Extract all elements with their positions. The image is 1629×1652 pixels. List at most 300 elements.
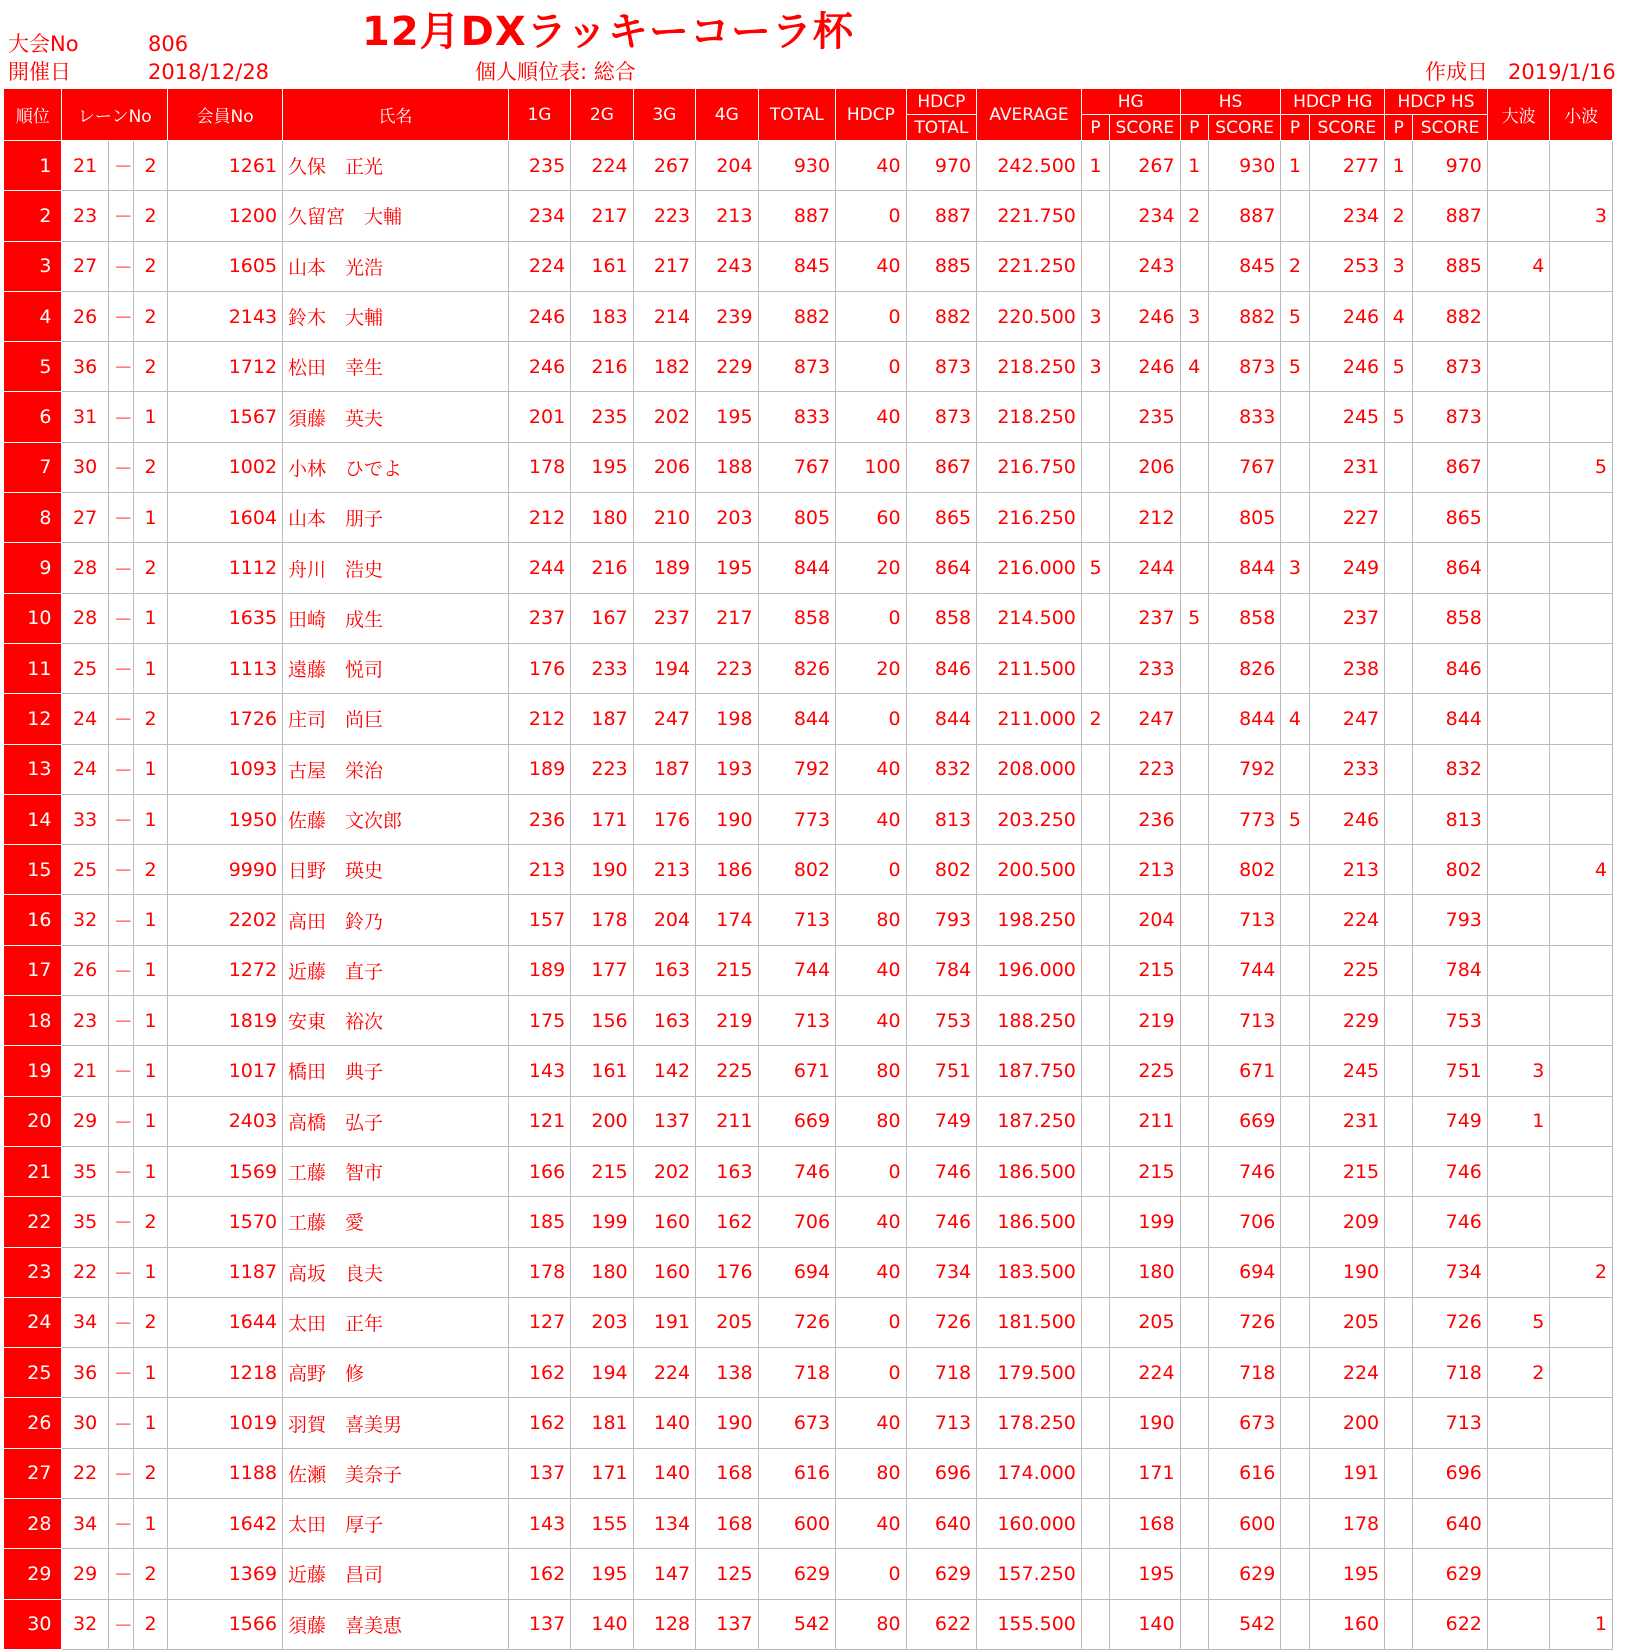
member-no: 1187	[168, 1247, 283, 1297]
lane-separator: －	[108, 543, 133, 593]
col-2g: 2G	[571, 89, 633, 141]
game-3-score: 224	[633, 1348, 695, 1398]
lane-side: 1	[133, 1247, 167, 1297]
average: 220.500	[977, 291, 1082, 341]
big-wave	[1487, 593, 1549, 643]
total-score: 858	[758, 593, 836, 643]
game-2-score: 140	[571, 1599, 633, 1649]
table-row	[4, 1146, 1613, 1196]
hs-place	[1180, 845, 1208, 895]
hdcp-hs-place	[1385, 1096, 1413, 1146]
hdcp-hg-score: 249	[1309, 543, 1385, 593]
game-1-score: 162	[508, 1398, 570, 1448]
average: 174.000	[977, 1448, 1082, 1498]
game-2-score: 161	[571, 241, 633, 291]
game-4-score: 195	[696, 543, 758, 593]
lane-number: 36	[62, 1348, 108, 1398]
small-wave	[1550, 1398, 1613, 1448]
hs-score: 826	[1208, 643, 1281, 693]
hdcp-hs-place	[1385, 1146, 1413, 1196]
big-wave	[1487, 1549, 1549, 1599]
game-3-score: 182	[633, 342, 695, 392]
hdcp-hg-score: 245	[1309, 1046, 1385, 1096]
meet-no-value: 806	[148, 32, 189, 56]
game-3-score: 223	[633, 191, 695, 241]
total-score: 930	[758, 141, 836, 191]
game-4-score: 190	[696, 1398, 758, 1448]
hs-score: 833	[1208, 392, 1281, 442]
table-row	[4, 493, 1613, 543]
game-4-score: 125	[696, 1549, 758, 1599]
game-4-score: 215	[696, 945, 758, 995]
hdcp-hg-place: 5	[1281, 342, 1309, 392]
handicap: 80	[836, 1096, 907, 1146]
member-no: 1218	[168, 1348, 283, 1398]
rank-cell: 4	[4, 291, 62, 341]
member-no: 9990	[168, 845, 283, 895]
hg-place: 2	[1081, 694, 1109, 744]
hs-place	[1180, 493, 1208, 543]
small-wave	[1550, 392, 1613, 442]
game-2-score: 187	[571, 694, 633, 744]
small-wave	[1550, 1297, 1613, 1347]
hs-place	[1180, 1247, 1208, 1297]
member-no: 1644	[168, 1297, 283, 1347]
rank-cell: 22	[4, 1197, 62, 1247]
ranking-table	[3, 88, 1613, 1650]
handicap: 40	[836, 141, 907, 191]
member-no: 2143	[168, 291, 283, 341]
col-hs-p: P	[1180, 115, 1208, 141]
small-wave	[1550, 291, 1613, 341]
game-3-score: 137	[633, 1096, 695, 1146]
player-name: 羽賀 喜美男	[283, 1398, 509, 1448]
big-wave	[1487, 945, 1549, 995]
hg-score: 195	[1110, 1549, 1181, 1599]
hdcp-hg-place: 3	[1281, 543, 1309, 593]
hs-score: 858	[1208, 593, 1281, 643]
handicap-total: 713	[906, 1398, 977, 1448]
average: 200.500	[977, 845, 1082, 895]
game-2-score: 161	[571, 1046, 633, 1096]
handicap: 40	[836, 1398, 907, 1448]
hdcp-hg-score: 233	[1309, 744, 1385, 794]
rank-cell: 21	[4, 1146, 62, 1196]
table-row	[4, 1348, 1613, 1398]
hdcp-hg-place	[1281, 1247, 1309, 1297]
game-1-score: 212	[508, 493, 570, 543]
hg-score: 140	[1110, 1599, 1181, 1649]
big-wave	[1487, 1247, 1549, 1297]
lane-side: 2	[133, 1599, 167, 1649]
hs-score: 773	[1208, 794, 1281, 844]
handicap-total: 873	[906, 342, 977, 392]
game-2-score: 223	[571, 744, 633, 794]
hdcp-hs-score: 713	[1413, 1398, 1488, 1448]
game-3-score: 237	[633, 593, 695, 643]
hdcp-hs-place	[1385, 1398, 1413, 1448]
hdcp-hg-score: 200	[1309, 1398, 1385, 1448]
hg-score: 235	[1110, 392, 1181, 442]
total-score: 629	[758, 1549, 836, 1599]
game-4-score: 188	[696, 442, 758, 492]
member-no: 1017	[168, 1046, 283, 1096]
hg-score: 243	[1110, 241, 1181, 291]
hdcp-hs-score: 793	[1413, 895, 1488, 945]
average: 221.250	[977, 241, 1082, 291]
hdcp-hs-score: 846	[1413, 643, 1488, 693]
handicap-total: 832	[906, 744, 977, 794]
hdcp-hs-place	[1385, 1297, 1413, 1347]
hdcp-hs-score: 784	[1413, 945, 1488, 995]
col-1g: 1G	[508, 89, 570, 141]
col-rank: 順位	[4, 89, 62, 141]
lane-side: 1	[133, 744, 167, 794]
average: 211.500	[977, 643, 1082, 693]
total-score: 887	[758, 191, 836, 241]
game-1-score: 121	[508, 1096, 570, 1146]
lane-side: 1	[133, 643, 167, 693]
hs-score: 805	[1208, 493, 1281, 543]
hg-place	[1081, 241, 1109, 291]
game-2-score: 217	[571, 191, 633, 241]
hdcp-hs-place: 4	[1385, 291, 1413, 341]
hs-score: 616	[1208, 1448, 1281, 1498]
lane-side: 1	[133, 945, 167, 995]
game-4-score: 193	[696, 744, 758, 794]
lane-number: 30	[62, 442, 108, 492]
hdcp-hg-score: 246	[1309, 794, 1385, 844]
hdcp-hg-score: 253	[1309, 241, 1385, 291]
rank-cell: 10	[4, 593, 62, 643]
handicap: 40	[836, 744, 907, 794]
hdcp-hg-score: 205	[1309, 1297, 1385, 1347]
hdcp-hs-score: 751	[1413, 1046, 1488, 1096]
average: 216.750	[977, 442, 1082, 492]
hs-place	[1180, 1448, 1208, 1498]
rank-cell: 14	[4, 794, 62, 844]
handicap-total: 864	[906, 543, 977, 593]
hg-score: 213	[1110, 845, 1181, 895]
member-no: 1566	[168, 1599, 283, 1649]
table-row	[4, 593, 1613, 643]
handicap-total: 865	[906, 493, 977, 543]
hdcp-hg-place: 5	[1281, 291, 1309, 341]
handicap-total: 749	[906, 1096, 977, 1146]
hdcp-hg-score: 234	[1309, 191, 1385, 241]
average: 211.000	[977, 694, 1082, 744]
table-row	[4, 845, 1613, 895]
hs-score: 802	[1208, 845, 1281, 895]
game-2-score: 155	[571, 1499, 633, 1549]
lane-separator: －	[108, 895, 133, 945]
game-4-score: 137	[696, 1599, 758, 1649]
hs-score: 669	[1208, 1096, 1281, 1146]
hg-score: 246	[1110, 342, 1181, 392]
hdcp-hg-score: 190	[1309, 1247, 1385, 1297]
lane-number: 28	[62, 593, 108, 643]
hdcp-hg-place	[1281, 191, 1309, 241]
handicap: 40	[836, 241, 907, 291]
hdcp-hg-place	[1281, 1197, 1309, 1247]
table-row	[4, 342, 1613, 392]
col-hdcp-hg: HDCP HG	[1281, 89, 1385, 115]
lane-separator: －	[108, 291, 133, 341]
player-name: 舟川 浩史	[283, 543, 509, 593]
game-1-score: 175	[508, 996, 570, 1046]
col-big-wave: 大波	[1487, 89, 1549, 141]
hs-place	[1180, 794, 1208, 844]
hs-score: 744	[1208, 945, 1281, 995]
hdcp-hs-score: 885	[1413, 241, 1488, 291]
total-score: 792	[758, 744, 836, 794]
lane-separator: －	[108, 1247, 133, 1297]
hdcp-hg-score: 224	[1309, 895, 1385, 945]
hg-place	[1081, 1297, 1109, 1347]
game-3-score: 213	[633, 845, 695, 895]
game-4-score: 186	[696, 845, 758, 895]
table-row	[4, 1197, 1613, 1247]
ranking-table-body	[4, 141, 1613, 1650]
game-4-score: 198	[696, 694, 758, 744]
table-row	[4, 744, 1613, 794]
game-4-score: 176	[696, 1247, 758, 1297]
player-name: 工藤 智市	[283, 1146, 509, 1196]
hg-score: 236	[1110, 794, 1181, 844]
handicap: 40	[836, 392, 907, 442]
game-1-score: 236	[508, 794, 570, 844]
hdcp-hs-place	[1385, 694, 1413, 744]
game-1-score: 185	[508, 1197, 570, 1247]
game-4-score: 203	[696, 493, 758, 543]
hdcp-hg-score: 246	[1309, 342, 1385, 392]
table-row	[4, 141, 1613, 191]
lane-number: 32	[62, 895, 108, 945]
hs-place	[1180, 1297, 1208, 1347]
hg-score: 223	[1110, 744, 1181, 794]
rank-cell: 12	[4, 694, 62, 744]
hdcp-hg-place	[1281, 493, 1309, 543]
hg-place	[1081, 593, 1109, 643]
hg-place	[1081, 1348, 1109, 1398]
lane-number: 25	[62, 845, 108, 895]
table-row	[4, 1448, 1613, 1498]
big-wave	[1487, 1197, 1549, 1247]
hdcp-hg-place	[1281, 945, 1309, 995]
hdcp-hs-place	[1385, 1448, 1413, 1498]
handicap-total: 970	[906, 141, 977, 191]
page-title: 12月DXラッキーコーラ杯	[362, 9, 854, 55]
hs-score: 746	[1208, 1146, 1281, 1196]
hg-score: 215	[1110, 945, 1181, 995]
hg-score: 244	[1110, 543, 1181, 593]
small-wave	[1550, 895, 1613, 945]
player-name: 安東 裕次	[283, 996, 509, 1046]
hg-score: 168	[1110, 1499, 1181, 1549]
member-no: 1200	[168, 191, 283, 241]
hs-score: 873	[1208, 342, 1281, 392]
handicap: 80	[836, 1599, 907, 1649]
hg-score: 211	[1110, 1096, 1181, 1146]
big-wave	[1487, 1448, 1549, 1498]
lane-separator: －	[108, 1348, 133, 1398]
game-1-score: 244	[508, 543, 570, 593]
game-3-score: 202	[633, 392, 695, 442]
handicap-total: 793	[906, 895, 977, 945]
table-row	[4, 392, 1613, 442]
game-1-score: 176	[508, 643, 570, 693]
game-2-score: 216	[571, 543, 633, 593]
handicap: 40	[836, 945, 907, 995]
hdcp-hg-score: 213	[1309, 845, 1385, 895]
game-4-score: 243	[696, 241, 758, 291]
game-4-score: 195	[696, 392, 758, 442]
handicap: 100	[836, 442, 907, 492]
big-wave	[1487, 895, 1549, 945]
table-row	[4, 1297, 1613, 1347]
lane-separator: －	[108, 1197, 133, 1247]
lane-side: 1	[133, 1146, 167, 1196]
game-1-score: 127	[508, 1297, 570, 1347]
hdcp-hg-place	[1281, 1297, 1309, 1347]
lane-number: 25	[62, 643, 108, 693]
handicap-total: 629	[906, 1549, 977, 1599]
player-name: 佐藤 文次郎	[283, 794, 509, 844]
hg-score: 247	[1110, 694, 1181, 744]
lane-separator: －	[108, 1096, 133, 1146]
date-label: 開催日	[8, 60, 71, 84]
lane-number: 24	[62, 694, 108, 744]
member-no: 1567	[168, 392, 283, 442]
member-no: 1635	[168, 593, 283, 643]
lane-side: 2	[133, 1197, 167, 1247]
game-4-score: 211	[696, 1096, 758, 1146]
player-name: 日野 瑛史	[283, 845, 509, 895]
hs-score: 767	[1208, 442, 1281, 492]
rank-cell: 11	[4, 643, 62, 693]
average: 178.250	[977, 1398, 1082, 1448]
game-4-score: 163	[696, 1146, 758, 1196]
col-hs-score: SCORE	[1208, 115, 1281, 141]
table-row	[4, 1599, 1613, 1649]
game-3-score: 204	[633, 895, 695, 945]
total-score: 713	[758, 996, 836, 1046]
hs-place	[1180, 694, 1208, 744]
small-wave: 1	[1550, 1599, 1613, 1649]
player-name: 小林 ひでよ	[283, 442, 509, 492]
big-wave: 2	[1487, 1348, 1549, 1398]
hg-place: 1	[1081, 141, 1109, 191]
average: 155.500	[977, 1599, 1082, 1649]
player-name: 遠藤 悦司	[283, 643, 509, 693]
hdcp-hg-score: 160	[1309, 1599, 1385, 1649]
lane-side: 2	[133, 141, 167, 191]
big-wave	[1487, 794, 1549, 844]
table-row	[4, 241, 1613, 291]
game-1-score: 234	[508, 191, 570, 241]
game-4-score: 168	[696, 1448, 758, 1498]
hdcp-hg-score: 245	[1309, 392, 1385, 442]
lane-number: 24	[62, 744, 108, 794]
hs-place	[1180, 945, 1208, 995]
hdcp-hs-score: 802	[1413, 845, 1488, 895]
hdcp-hs-score: 622	[1413, 1599, 1488, 1649]
average: 221.750	[977, 191, 1082, 241]
hg-score: 190	[1110, 1398, 1181, 1448]
hdcp-hg-place	[1281, 1096, 1309, 1146]
lane-separator: －	[108, 1398, 133, 1448]
hdcp-hg-place	[1281, 744, 1309, 794]
lane-separator: －	[108, 191, 133, 241]
total-score: 744	[758, 945, 836, 995]
col-hdcp-hs: HDCP HS	[1385, 89, 1488, 115]
hs-score: 930	[1208, 141, 1281, 191]
small-wave	[1550, 1096, 1613, 1146]
hg-place	[1081, 945, 1109, 995]
hg-score: 212	[1110, 493, 1181, 543]
lane-side: 1	[133, 392, 167, 442]
hdcp-hs-place: 5	[1385, 342, 1413, 392]
player-name: 久保 正光	[283, 141, 509, 191]
average: 208.000	[977, 744, 1082, 794]
lane-separator: －	[108, 1146, 133, 1196]
hdcp-hg-score: 209	[1309, 1197, 1385, 1247]
handicap: 0	[836, 1297, 907, 1347]
game-3-score: 247	[633, 694, 695, 744]
lane-number: 35	[62, 1146, 108, 1196]
hs-place	[1180, 744, 1208, 794]
hdcp-hg-place	[1281, 1448, 1309, 1498]
game-3-score: 176	[633, 794, 695, 844]
total-score: 713	[758, 895, 836, 945]
lane-side: 1	[133, 1096, 167, 1146]
hs-place: 2	[1180, 191, 1208, 241]
handicap-total: 844	[906, 694, 977, 744]
member-no: 1605	[168, 241, 283, 291]
rank-cell: 8	[4, 493, 62, 543]
handicap-total: 813	[906, 794, 977, 844]
small-wave	[1550, 744, 1613, 794]
lane-number: 23	[62, 996, 108, 1046]
hg-score: 206	[1110, 442, 1181, 492]
lane-number: 31	[62, 392, 108, 442]
small-wave	[1550, 1348, 1613, 1398]
game-4-score: 217	[696, 593, 758, 643]
total-score: 873	[758, 342, 836, 392]
player-name: 工藤 愛	[283, 1197, 509, 1247]
hg-place	[1081, 392, 1109, 442]
lane-number: 28	[62, 543, 108, 593]
small-wave	[1550, 794, 1613, 844]
total-score: 845	[758, 241, 836, 291]
hdcp-hg-place: 2	[1281, 241, 1309, 291]
table-row	[4, 996, 1613, 1046]
game-1-score: 189	[508, 744, 570, 794]
big-wave: 5	[1487, 1297, 1549, 1347]
player-name: 近藤 直子	[283, 945, 509, 995]
game-1-score: 212	[508, 694, 570, 744]
hs-score: 629	[1208, 1549, 1281, 1599]
big-wave	[1487, 342, 1549, 392]
hg-place	[1081, 996, 1109, 1046]
average: 187.250	[977, 1096, 1082, 1146]
lane-separator: －	[108, 1499, 133, 1549]
rank-cell: 16	[4, 895, 62, 945]
table-row	[4, 191, 1613, 241]
average: 186.500	[977, 1197, 1082, 1247]
game-3-score: 206	[633, 442, 695, 492]
total-score: 844	[758, 694, 836, 744]
